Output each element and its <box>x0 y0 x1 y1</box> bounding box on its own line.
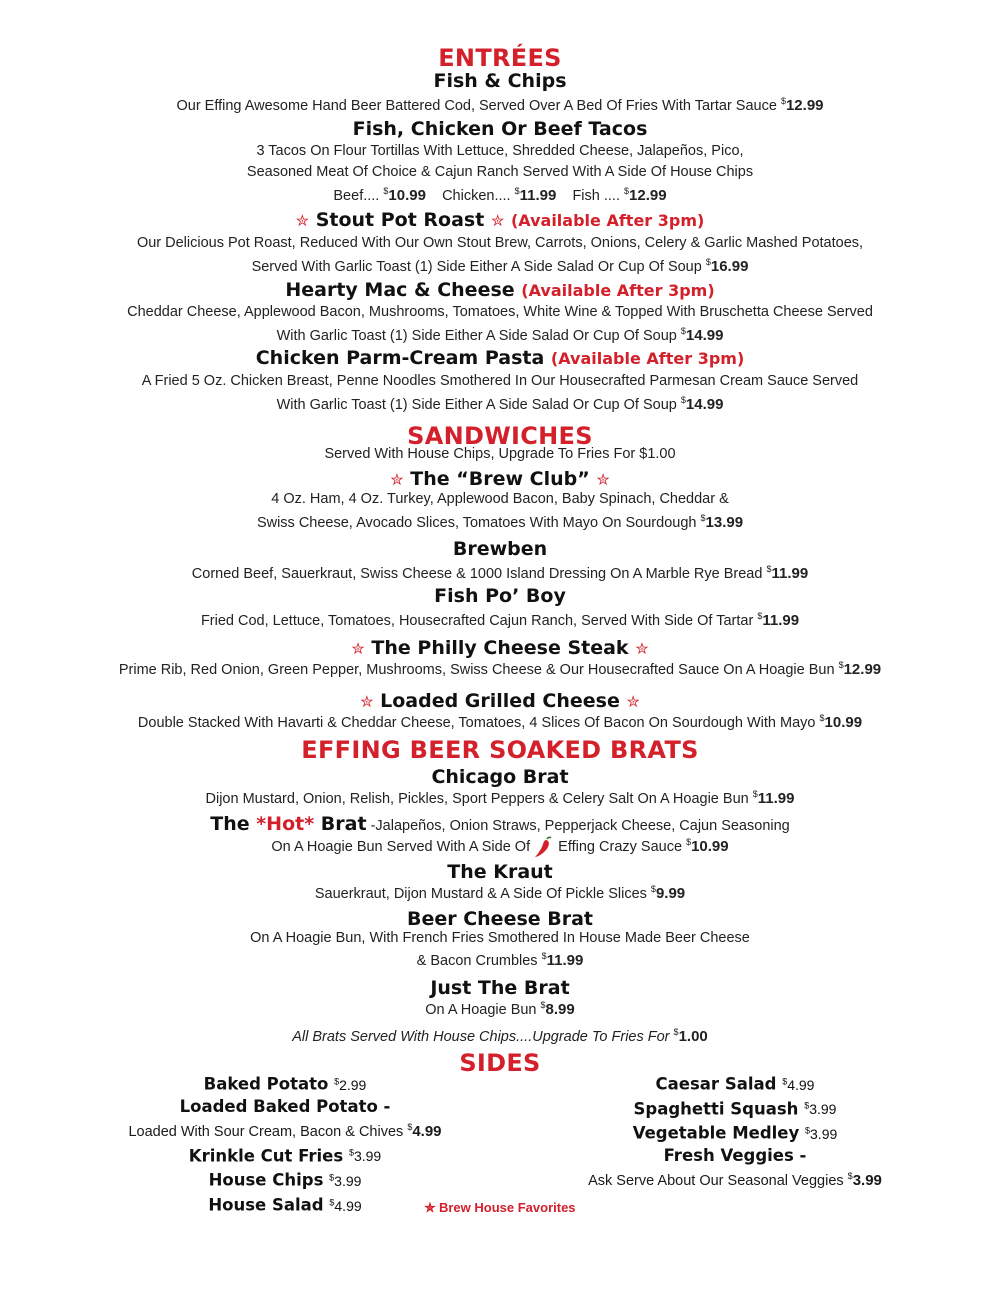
side-krinkle-fries: Krinkle Cut Fries $3.99 <box>188 1146 382 1166</box>
item-desc-brew-club-2: Swiss Cheese, Avocado Slices, Tomatoes With Mayo On Sourdough $13.99 <box>256 513 744 531</box>
item-name-tacos: Fish, Chicken Or Beef Tacos <box>352 118 648 140</box>
item-desc-chicago: Dijon Mustard, Onion, Relish, Pickles, Sport Peppers & Celery Salt On A Hoagie Bun $11.99 <box>205 789 795 807</box>
item-desc-philly: Prime Rib, Red Onion, Green Pepper, Mushrooms, Swiss Cheese & Our Housecrafted Sauce On A Hoagie Bun $12.99 <box>118 660 882 678</box>
item-desc-brew-club-1: 4 Oz. Ham, 4 Oz. Turkey, Applewood Bacon, Baby Spinach, Cheddar & <box>271 491 729 507</box>
brats-note: All Brats Served With House Chips....Upgrade To Fries For $1.00 <box>292 1027 708 1045</box>
item-desc-brewben: Corned Beef, Sauerkraut, Swiss Cheese & 1000 Island Dressing On A Marble Rye Bread $11.99 <box>191 564 809 582</box>
favorite-star-icon: ✮ <box>360 692 374 711</box>
item-desc-grilled: Double Stacked With Havarti & Cheddar Cheese, Tomatoes, 4 Slices Of Bacon On Sourdough With Mayo $10.99 <box>137 713 863 731</box>
sides-left-column <box>90 1071 480 1217</box>
favorite-star-icon: ✮ <box>626 692 640 711</box>
item-name-mac: Hearty Mac & Cheese (Available After 3pm) <box>285 279 715 301</box>
item-desc-pasta-2: With Garlic Toast (1) Side Either A Side Salad Or Cup Of Soup $14.99 <box>276 395 724 413</box>
sandwiches-note: Served With House Chips, Upgrade To Fries For $1.00 <box>324 446 676 462</box>
item-prices-tacos: Beef.... $10.99 Chicken.... $11.99 Fish .... $12.99 <box>333 186 667 204</box>
side-vegetable-medley: Vegetable Medley $3.99 <box>632 1123 838 1143</box>
item-desc-pot-roast-1: Our Delicious Pot Roast, Reduced With Our Own Stout Brew, Carrots, Onions, Celery & Garlic Mashed Potatoes, <box>136 235 864 251</box>
side-caesar-salad: Caesar Salad $4.99 <box>655 1074 815 1094</box>
item-desc-tacos-2: Seasoned Meat Of Choice & Cajun Ranch Served With A Side Of House Chips <box>246 164 754 180</box>
favorite-star-icon: ✮ <box>490 211 505 230</box>
item-name-beer-cheese: Beer Cheese Brat <box>406 908 594 930</box>
favorite-star-icon: ✮ <box>390 470 404 489</box>
item-desc-mac-2: With Garlic Toast (1) Side Either A Side Salad Or Cup Of Soup $14.99 <box>276 326 724 344</box>
item-name-hot-brat: The *Hot* Brat <box>210 813 367 835</box>
item-desc-beer-cheese-1: On A Hoagie Bun, With French Fries Smothered In House Made Beer Cheese <box>250 930 750 946</box>
item-name-pot-roast: ✮ Stout Pot Roast ✮ (Available After 3pm) <box>295 209 705 231</box>
item-desc-pot-roast-2: Served With Garlic Toast (1) Side Either A Side Salad Or Cup Of Soup $16.99 <box>251 257 749 275</box>
side-loaded-desc: Loaded With Sour Cream, Bacon & Chives $4.99 <box>128 1121 442 1140</box>
sides-right-column <box>540 1071 930 1192</box>
item-name-philly: ✮ The Philly Cheese Steak ✮ <box>351 637 649 659</box>
item-desc-poboy: Fried Cod, Lettuce, Tomatoes, Housecrafted Cajun Ranch, Served With Side Of Tartar $11.99 <box>200 611 800 629</box>
item-name-brew-club: ✮ The “Brew Club” ✮ <box>390 468 610 490</box>
favorite-star-icon: ✮ <box>596 470 610 489</box>
section-title-sandwiches: SANDWICHES <box>407 422 593 450</box>
item-name-fish-chips: Fish & Chips <box>433 70 567 92</box>
item-desc-pasta-1: A Fried 5 Oz. Chicken Breast, Penne Noodles Smothered In Our Housecrafted Parmesan Cream Sauce Served <box>141 373 859 389</box>
section-title-brats: EFFING BEER SOAKED BRATS <box>301 736 699 764</box>
item-hot-brat-line1: The *Hot* Brat -Jalapeños, Onion Straws, Pepperjack Cheese, Cajun Seasoning <box>210 813 790 835</box>
item-desc-beer-cheese-2: & Bacon Crumbles $11.99 <box>416 951 584 969</box>
item-desc-kraut: Sauerkraut, Dijon Mustard & A Side Of Pickle Slices $9.99 <box>314 884 686 902</box>
side-spaghetti-squash: Spaghetti Squash $3.99 <box>633 1099 837 1119</box>
item-desc-fish-chips: Our Effing Awesome Hand Beer Battered Cod, Served Over A Bed Of Fries With Tartar Sauce $12.99 <box>176 96 824 114</box>
item-name-grilled: ✮ Loaded Grilled Cheese ✮ <box>360 690 640 712</box>
section-title-sides: SIDES <box>459 1049 541 1077</box>
item-desc-hot-brat: On A Hoagie Bun Served With A Side Of Effing Crazy Sauce $10.99 <box>0 836 1000 858</box>
side-veggies-desc: Ask Serve About Our Seasonal Veggies $3.99 <box>588 1170 882 1189</box>
item-name-brewben: Brewben <box>452 538 548 560</box>
item-desc-tacos-1: 3 Tacos On Flour Tortillas With Lettuce, Shredded Cheese, Jalapeños, Pico, <box>256 143 744 159</box>
chili-pepper-icon <box>534 836 554 858</box>
favorite-star-icon: ✮ <box>635 639 649 658</box>
side-house-chips: House Chips $3.99 <box>208 1170 362 1190</box>
item-name-poboy: Fish Po’ Boy <box>434 585 566 607</box>
section-title-entrees: ENTRÉES <box>438 44 562 72</box>
favorite-star-icon: ✮ <box>424 1200 436 1215</box>
item-name-pasta: Chicken Parm-Cream Pasta (Available After 3pm) <box>255 347 745 369</box>
item-desc-just-brat: On A Hoagie Bun $8.99 <box>425 1000 575 1018</box>
item-name-chicago: Chicago Brat <box>431 766 569 788</box>
side-fresh-veggies: Fresh Veggies - <box>663 1145 807 1165</box>
favorite-star-icon: ✮ <box>295 211 310 230</box>
item-name-just-brat: Just The Brat <box>430 977 570 999</box>
item-name-kraut: The Kraut <box>447 861 553 883</box>
side-baked-potato: Baked Potato $2.99 <box>203 1074 367 1094</box>
side-house-salad: House Salad $4.99 <box>208 1195 362 1215</box>
side-loaded-baked-potato: Loaded Baked Potato - <box>179 1096 391 1116</box>
item-desc-mac-1: Cheddar Cheese, Applewood Bacon, Mushrooms, Tomatoes, White Wine & Topped With Bruschetta Cheese Served <box>127 304 873 320</box>
footer-legend: ✮ Brew House Favorites <box>424 1200 576 1215</box>
favorite-star-icon: ✮ <box>351 639 365 658</box>
